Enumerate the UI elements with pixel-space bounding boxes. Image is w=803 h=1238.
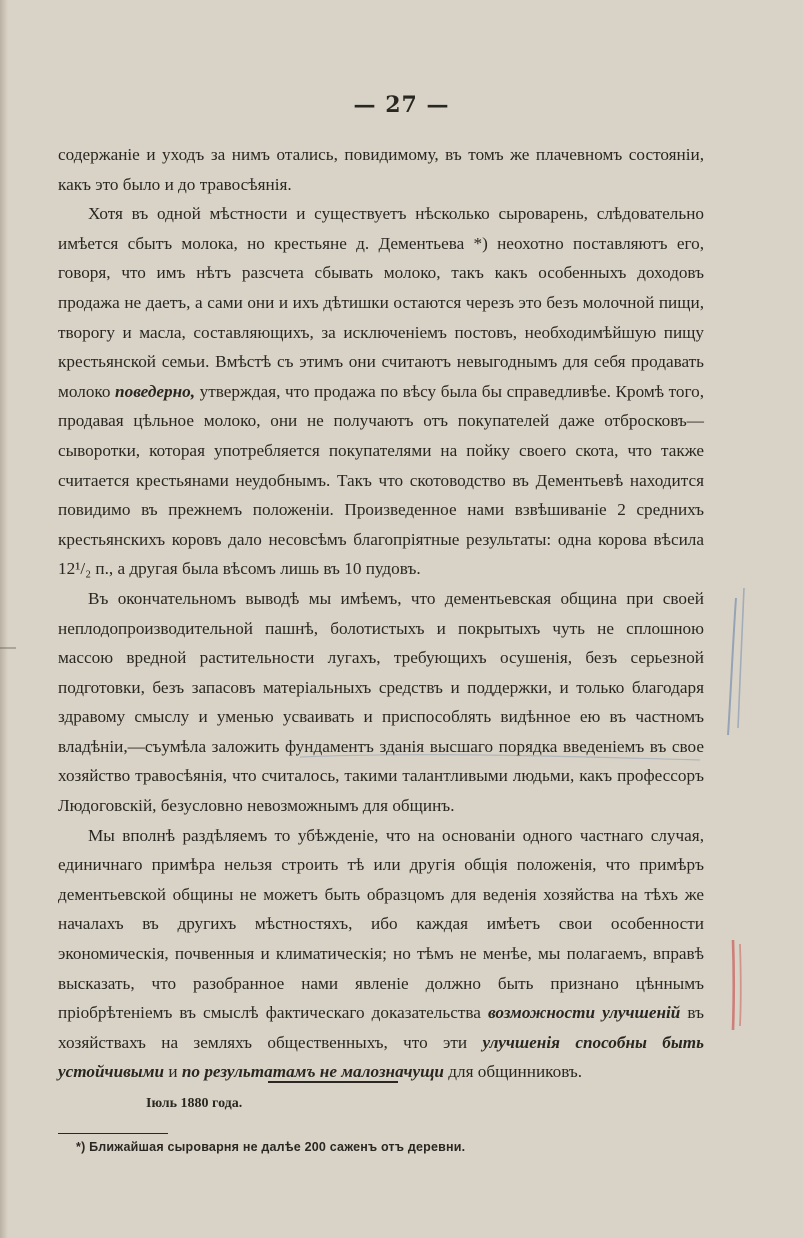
paragraph-4-part-b: въ хозяйствахъ на земляхъ общественныхъ, что эти xyxy=(58,1003,705,1052)
footnote: *) Ближайшая сыроварня не далѣе 200 саженъ отъ деревни. xyxy=(76,1140,466,1154)
paragraph-2 xyxy=(58,199,704,584)
red-pencil-line-2 xyxy=(740,944,741,1026)
paragraph-2-emphasis: поведерно, xyxy=(115,381,196,401)
paragraph-4-emphasis-b: улучшенія способны быть устойчивыми xyxy=(58,1032,704,1082)
paragraph-2-part-a: Хотя въ одной мѣстности и существуетъ нѣсколько сыроварень, слѣдовательно имѣется сбытъ молока, но крестьяне д. Дементьева *) неохотно поставляютъ его, говоря, что имъ нѣтъ разсчета сбывать молоко, такъ какъ особенныхъ доходовъ продажа не даетъ, а сами они и ихъ дѣтишки остаются черезъ это безъ молочной пищи, творогу и масла, составляющихъ, за исключеніемъ постовъ, необходимѣйшую пищу крестьянской семьи. Вмѣстѣ съ этимъ они считаютъ невыгоднымъ для себя продавать молоко xyxy=(58,204,704,401)
paragraph-2-part-b: утверждая, что продажа по вѣсу была бы справедливѣе. Кромѣ того, продавая цѣльное молоко, они не получаютъ отъ покупателей даже отбросковъ—сыворотки, которая употребляется покупателями на пойку своего скота, что также считается крестьянами неудобнымъ. Такъ что скотоводство въ Дементьевѣ находится повидимо въ прежнемъ положеніи. Произведенное нами взвѣшиваніе 2 среднихъ крестьянскихъ коровъ дало несовсѣмъ благопріятные результаты: одна корова вѣсила 12¹/₂ п., а другая была вѣсомъ лишь въ 10 пудовъ. xyxy=(58,381,704,579)
page-number: — 27 — xyxy=(353,92,450,118)
body-text xyxy=(58,140,704,1087)
blue-pencil-line-2 xyxy=(738,588,744,728)
paragraph-4-part-d: для общинниковъ. xyxy=(443,1062,583,1082)
paragraph-4-emphasis-c: по результатамъ не малозначущи xyxy=(181,1062,444,1082)
paragraph-1: содержаніе и уходъ за нимъ отались, повидимому, въ томъ же плачевномъ состояніи, какъ это было и до травосѣянія. xyxy=(58,145,704,194)
footnote-rule xyxy=(58,1133,168,1134)
paragraph-4 xyxy=(58,821,704,1087)
paragraph-4-part-a: Мы вполнѣ раздѣляемъ то убѣжденіе, что на основаніи одного частнаго случая, единичнаго примѣра нельзя строить тѣ или другія общія положенія, что примѣръ дементьевской общины не можетъ быть образцомъ для веденія хозяйства на тѣхъ же началахъ въ другихъ мѣстностяхъ, ибо каждая имѣетъ свои особенности экономическія, почвенныя и климатическія; но тѣмъ не менѣе, мы полагаемъ, вправѣ высказать, что разобранное нами явленіе должно быть признано цѣннымъ пріобрѣтеніемъ въ смыслѣ фактическаго доказательства xyxy=(58,825,704,1023)
blue-pencil-line-1 xyxy=(728,598,736,735)
red-pencil-line-1 xyxy=(733,940,734,1030)
paragraph-4-emphasis-a: возможности улучшеній xyxy=(487,1003,681,1023)
paragraph-3: Въ окончательномъ выводѣ мы имѣемъ, что дементьевская община при своей неплодопроизводительной пашнѣ, болотистыхъ и покрытыхъ чуть не сплошною массою вредной растительности лугахъ, требующихъ осушенія, безъ серьезной подготовки, безъ запасовъ матеріальныхъ средствъ и поддержки, и только благодаря здравому смыслу и уменью усваивать и приспособлять видѣнное ею въ частномъ владѣніи,—съумѣла заложить фундаментъ зданія высшаго порядка введеніемъ въ свое хозяйство травосѣянія, что считалось, такими талантливыми людьми, какъ профессоръ Людоговскій, безусловно невозможнымъ для общинъ. xyxy=(58,588,704,816)
date-line: Іюль 1880 года. xyxy=(146,1096,243,1111)
paragraph-4-part-c: и xyxy=(164,1062,182,1082)
page-edge xyxy=(0,0,8,1238)
closing-rule xyxy=(268,1081,398,1083)
